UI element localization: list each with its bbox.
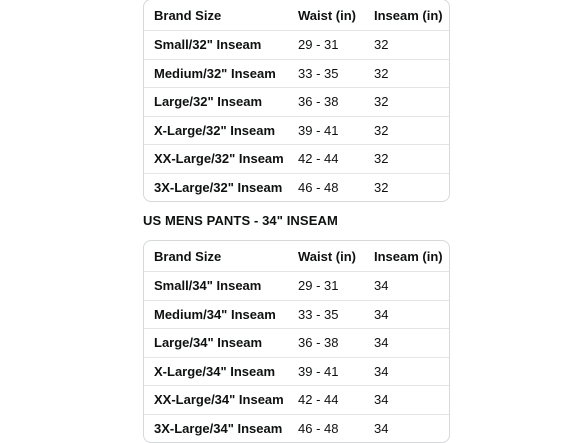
inseam-cell: 32 <box>374 122 389 138</box>
table-row <box>144 271 449 300</box>
brand-size-cell: XX-Large/34" Inseam <box>154 392 284 408</box>
brand-size-cell: XX-Large/32" Inseam <box>154 151 284 167</box>
brand-size-cell: Small/32" Inseam <box>154 37 262 53</box>
inseam-cell: 32 <box>374 65 389 81</box>
waist-cell: 33 - 35 <box>298 65 339 81</box>
waist-cell: 39 - 41 <box>298 363 339 379</box>
size-table-34-inseam <box>143 240 450 443</box>
waist-cell: 46 - 48 <box>298 420 339 436</box>
brand-size-cell: X-Large/34" Inseam <box>154 363 276 379</box>
header-brand-size: Brand Size <box>154 248 222 264</box>
waist-cell: 42 - 44 <box>298 151 339 167</box>
table-row <box>144 30 449 59</box>
table-row <box>144 385 449 414</box>
waist-cell: 33 - 35 <box>298 306 339 322</box>
header-waist: Waist (in) <box>298 248 357 264</box>
table-row <box>144 116 449 145</box>
table-row <box>144 328 449 357</box>
table-header-row <box>144 241 449 271</box>
brand-size-cell: Large/32" Inseam <box>154 94 263 110</box>
inseam-cell: 34 <box>374 278 389 294</box>
brand-size-cell: X-Large/32" Inseam <box>154 122 276 138</box>
inseam-cell: 32 <box>374 179 389 195</box>
table-row <box>144 87 449 116</box>
table-row <box>144 173 449 202</box>
table-row <box>144 300 449 329</box>
header-inseam: Inseam (in) <box>374 248 443 264</box>
table-row <box>144 59 449 88</box>
size-table-32-inseam <box>143 0 450 202</box>
table-row <box>144 144 449 173</box>
inseam-cell: 34 <box>374 306 389 322</box>
inseam-cell: 34 <box>374 335 389 351</box>
brand-size-cell: 3X-Large/32" Inseam <box>154 179 283 195</box>
waist-cell: 46 - 48 <box>298 179 339 195</box>
inseam-cell: 34 <box>374 392 389 408</box>
waist-cell: 36 - 38 <box>298 335 339 351</box>
inseam-cell: 34 <box>374 420 389 436</box>
header-inseam: Inseam (in) <box>374 7 443 23</box>
table-row <box>144 357 449 386</box>
header-waist: Waist (in) <box>298 7 357 23</box>
brand-size-cell: Medium/32" Inseam <box>154 65 276 81</box>
inseam-cell: 32 <box>374 94 389 110</box>
brand-size-cell: 3X-Large/34" Inseam <box>154 420 283 436</box>
waist-cell: 42 - 44 <box>298 392 339 408</box>
inseam-cell: 32 <box>374 151 389 167</box>
header-brand-size: Brand Size <box>154 7 222 23</box>
waist-cell: 39 - 41 <box>298 122 339 138</box>
section-title: US MENS PANTS - 34" INSEAM <box>143 213 338 228</box>
table-row <box>144 414 449 443</box>
brand-size-cell: Small/34" Inseam <box>154 278 262 294</box>
inseam-cell: 32 <box>374 37 389 53</box>
waist-cell: 36 - 38 <box>298 94 339 110</box>
waist-cell: 29 - 31 <box>298 37 339 53</box>
brand-size-cell: Large/34" Inseam <box>154 335 263 351</box>
brand-size-cell: Medium/34" Inseam <box>154 306 276 322</box>
table-header-row <box>144 0 449 30</box>
inseam-cell: 34 <box>374 363 389 379</box>
waist-cell: 29 - 31 <box>298 278 339 294</box>
